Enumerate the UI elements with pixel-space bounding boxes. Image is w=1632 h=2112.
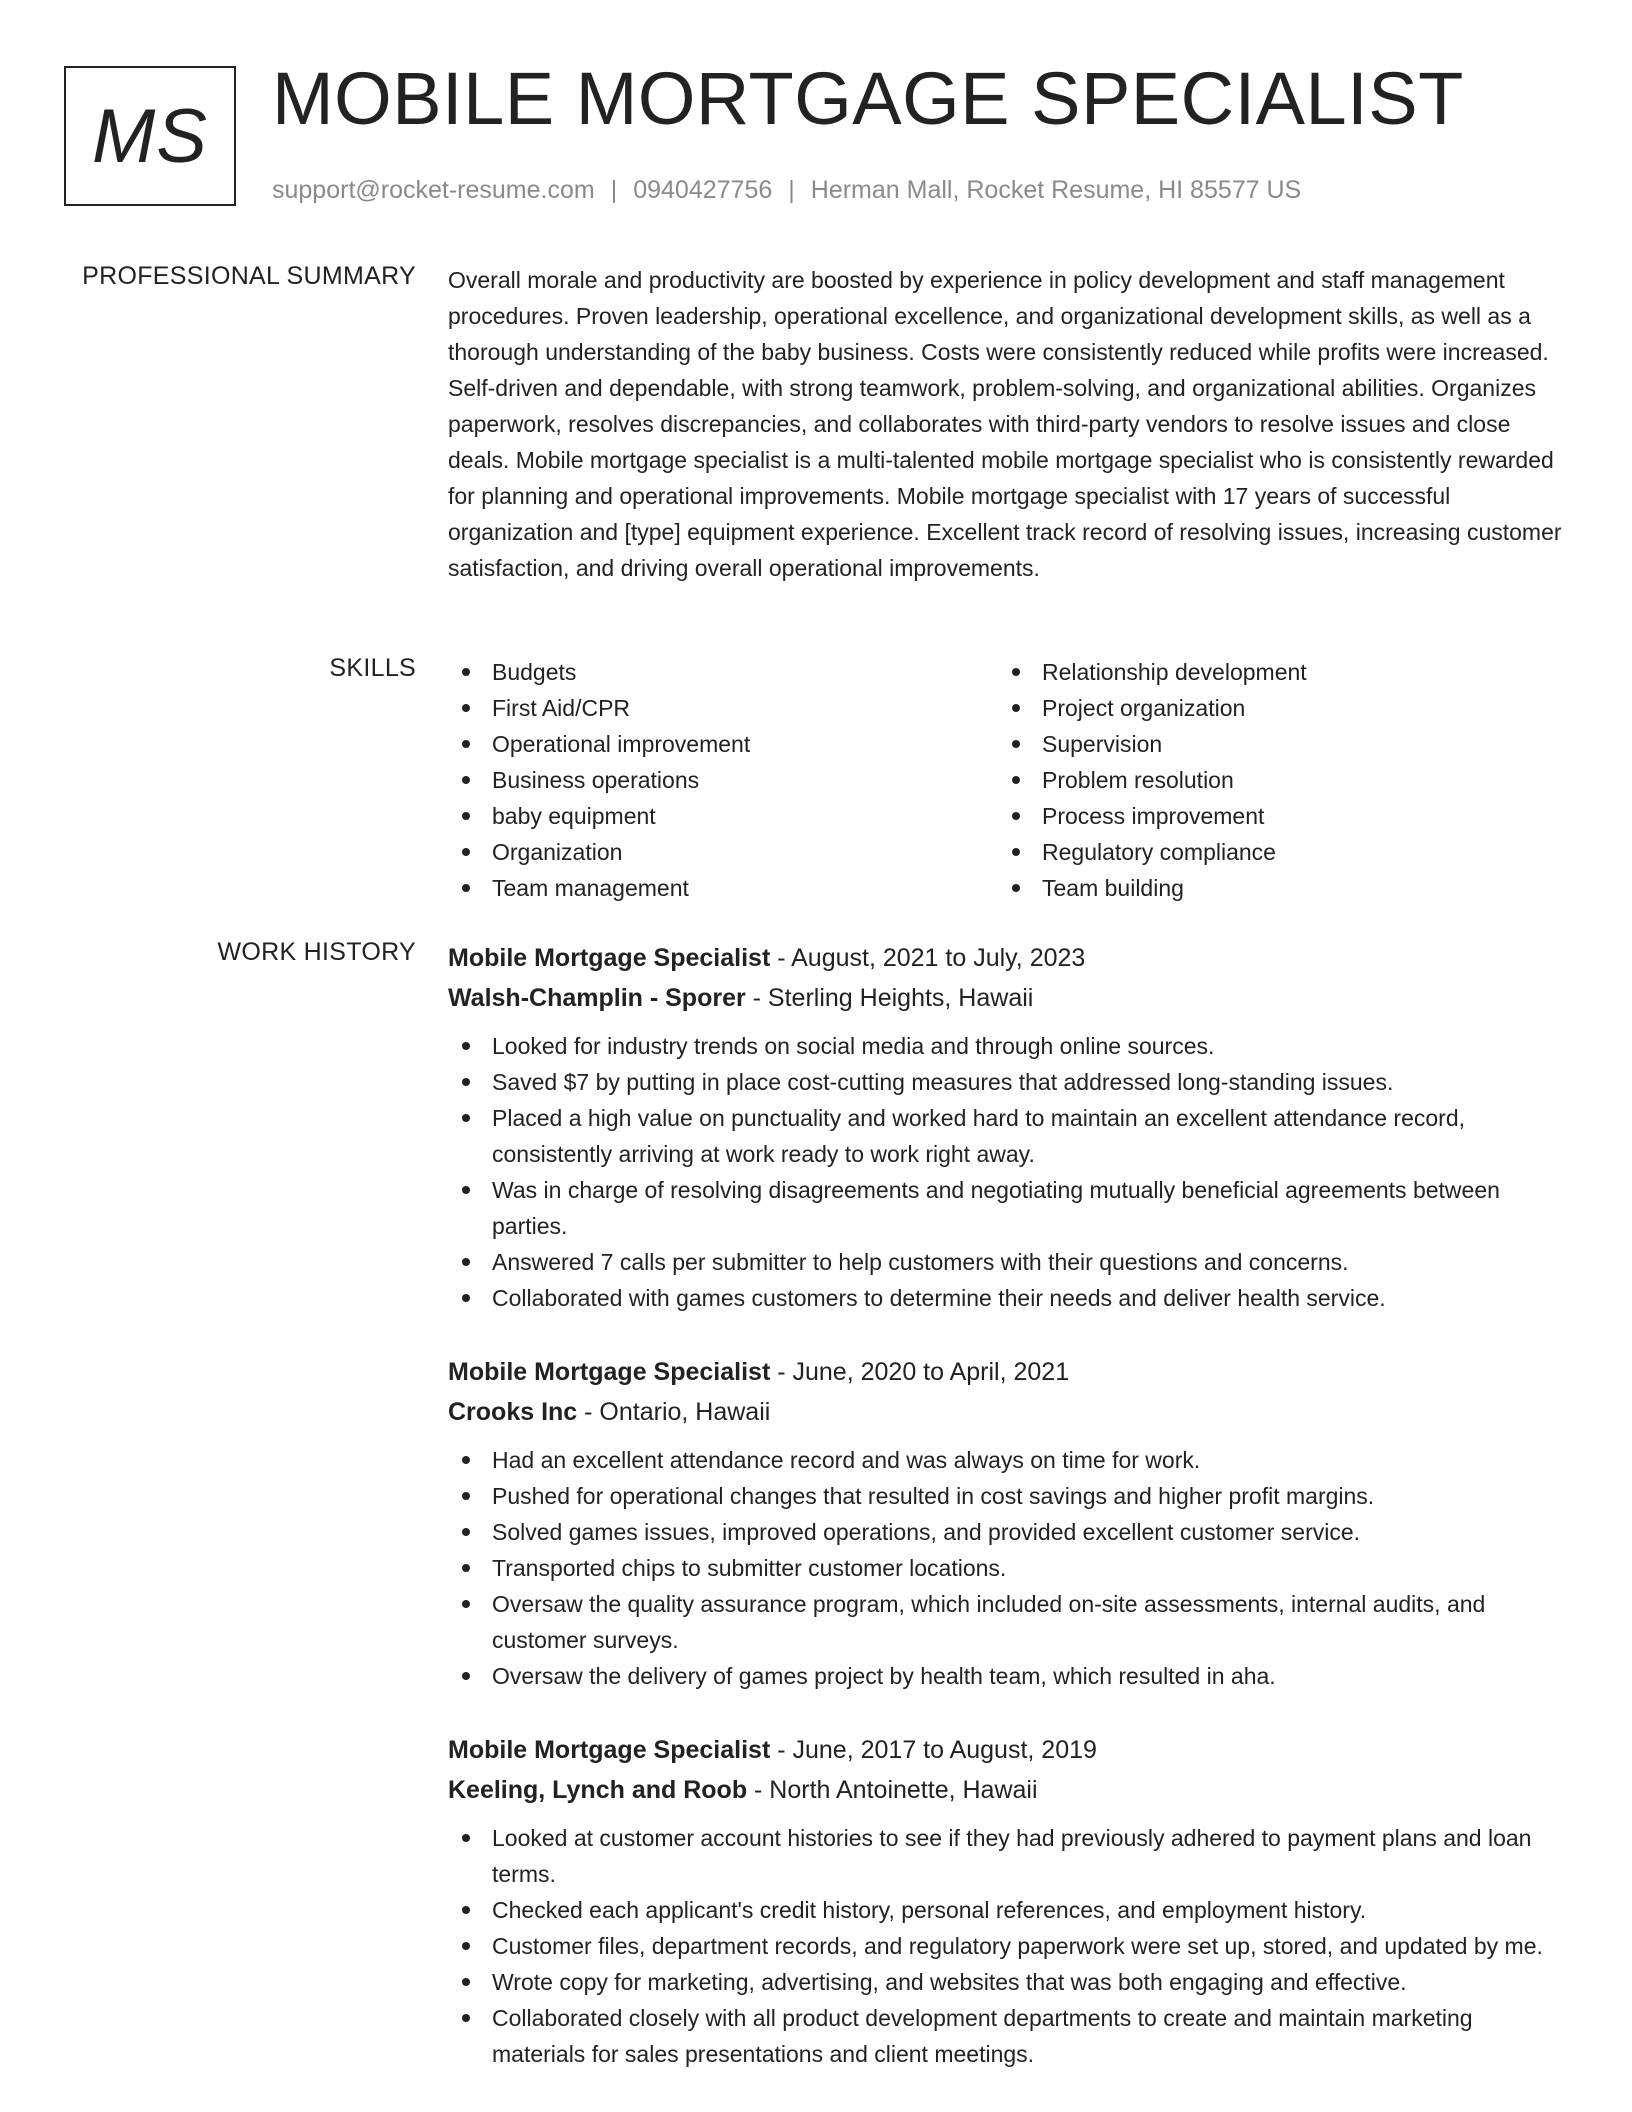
job-bullet: Customer files, department records, and regulatory paperwork were set up, stored, and updated by me. xyxy=(448,1928,1568,1964)
job-bullet: Placed a high value on punctuality and worked hard to maintain an excellent attendance record, consistently arriving at work ready to work right away. xyxy=(448,1100,1568,1172)
job-title-line xyxy=(448,938,1568,978)
skill-item: baby equipment xyxy=(448,798,998,834)
summary-heading: PROFESSIONAL SUMMARY xyxy=(82,262,416,290)
job-company: Keeling, Lynch and Roob xyxy=(448,1776,748,1804)
job-company-line xyxy=(448,978,1568,1018)
skills-list xyxy=(448,654,1568,906)
job-bullets xyxy=(448,1820,1568,2072)
job-company: Walsh-Champlin - Sporer xyxy=(448,984,746,1012)
job-location: - Ontario, Hawaii xyxy=(577,1398,771,1426)
contact-email[interactable]: support@rocket-resume.com xyxy=(272,176,595,204)
work-history-heading: WORK HISTORY xyxy=(217,938,416,966)
job-bullet: Oversaw the delivery of games project by health team, which resulted in aha. xyxy=(448,1658,1568,1694)
contact-separator: | xyxy=(788,176,795,204)
skill-item: Business operations xyxy=(448,762,998,798)
skill-item: Organization xyxy=(448,834,998,870)
skill-item: Team management xyxy=(448,870,998,906)
skill-item: First Aid/CPR xyxy=(448,690,998,726)
contact-line xyxy=(272,176,1301,205)
job-entry xyxy=(448,1352,1568,1694)
skill-item: Project organization xyxy=(998,690,1548,726)
job-location: - North Antoinette, Hawaii xyxy=(747,1776,1038,1804)
job-bullet: Transported chips to submitter customer locations. xyxy=(448,1550,1568,1586)
job-bullet: Looked for industry trends on social media and through online sources. xyxy=(448,1028,1568,1064)
job-entry xyxy=(448,938,1568,1316)
job-company-line xyxy=(448,1392,1568,1432)
skill-item: Regulatory compliance xyxy=(998,834,1548,870)
job-bullet: Collaborated closely with all product development departments to create and maintain marketing materials for sales presentations and client meetings. xyxy=(448,2000,1568,2072)
job-dates: - June, 2017 to August, 2019 xyxy=(770,1736,1097,1764)
job-bullet: Pushed for operational changes that resulted in cost savings and higher profit margins. xyxy=(448,1478,1568,1514)
job-bullet: Collaborated with games customers to determine their needs and deliver health service. xyxy=(448,1280,1568,1316)
contact-separator: | xyxy=(610,176,618,204)
summary-text: Overall morale and productivity are boosted by experience in policy development and staff management procedures. Proven leadership, operational excellence, and organizational development skills, as well as a thorough understanding of the baby business. Costs were consistently reduced while profits were increased. Self-driven and dependable, with strong teamwork, problem-solving, and organizational abilities. Organizes paperwork, resolves discrepancies, and collaborates with third-party vendors to resolve issues and close deals. Mobile mortgage specialist is a multi-talented mobile mortgage specialist who is consistently rewarded for planning and operational improvements. Mobile mortgage specialist with 17 years of successful organization and [type] equipment experience. Excellent track record of resolving issues, increasing customer satisfaction, and driving overall operational improvements. xyxy=(448,267,1562,581)
skills-heading: SKILLS xyxy=(329,654,416,682)
work-history-body xyxy=(448,938,1568,2108)
job-title: Mobile Mortgage Specialist xyxy=(448,1358,771,1386)
contact-phone[interactable]: 0940427756 xyxy=(633,176,773,204)
job-title: Mobile Mortgage Specialist xyxy=(448,1736,771,1764)
job-bullet: Answered 7 calls per submitter to help customers with their questions and concerns. xyxy=(448,1244,1568,1280)
job-title-line xyxy=(448,1730,1568,1770)
job-company-line xyxy=(448,1770,1568,1810)
resume-name: MOBILE MORTGAGE SPECIALIST xyxy=(272,57,1464,140)
job-bullet: Saved $7 by putting in place cost-cutting measures that addressed long-standing issues. xyxy=(448,1064,1568,1100)
skills-body xyxy=(448,654,1568,906)
skill-item: Problem resolution xyxy=(998,762,1548,798)
skill-item: Supervision xyxy=(998,726,1548,762)
summary-body xyxy=(448,262,1568,586)
job-title-line xyxy=(448,1352,1568,1392)
job-bullet: Solved games issues, improved operations, and provided excellent customer service. xyxy=(448,1514,1568,1550)
job-bullet: Oversaw the quality assurance program, which included on-site assessments, internal audits, and customer surveys. xyxy=(448,1586,1568,1658)
skill-item: Team building xyxy=(998,870,1548,906)
skill-item: Process improvement xyxy=(998,798,1548,834)
job-dates: - June, 2020 to April, 2021 xyxy=(770,1358,1070,1386)
job-company: Crooks Inc xyxy=(448,1398,578,1426)
monogram-box: MS xyxy=(64,66,236,206)
job-bullet: Wrote copy for marketing, advertising, and websites that was both engaging and effective. xyxy=(448,1964,1568,2000)
job-title: Mobile Mortgage Specialist xyxy=(448,944,771,972)
job-bullet: Had an excellent attendance record and was always on time for work. xyxy=(448,1442,1568,1478)
contact-address: Herman Mall, Rocket Resume, HI 85577 US xyxy=(810,176,1302,204)
job-bullets xyxy=(448,1442,1568,1694)
job-bullet: Was in charge of resolving disagreements and negotiating mutually beneficial agreements between parties. xyxy=(448,1172,1568,1244)
skill-item: Relationship development xyxy=(998,654,1548,690)
job-location: - Sterling Heights, Hawaii xyxy=(745,984,1034,1012)
job-bullet: Checked each applicant's credit history, personal references, and employment history. xyxy=(448,1892,1568,1928)
job-bullets xyxy=(448,1028,1568,1316)
skill-item: Operational improvement xyxy=(448,726,998,762)
job-entry xyxy=(448,1730,1568,2072)
skill-item: Budgets xyxy=(448,654,998,690)
job-bullet: Looked at customer account histories to see if they had previously adhered to payment plans and loan terms. xyxy=(448,1820,1568,1892)
job-dates: - August, 2021 to July, 2023 xyxy=(770,944,1086,972)
